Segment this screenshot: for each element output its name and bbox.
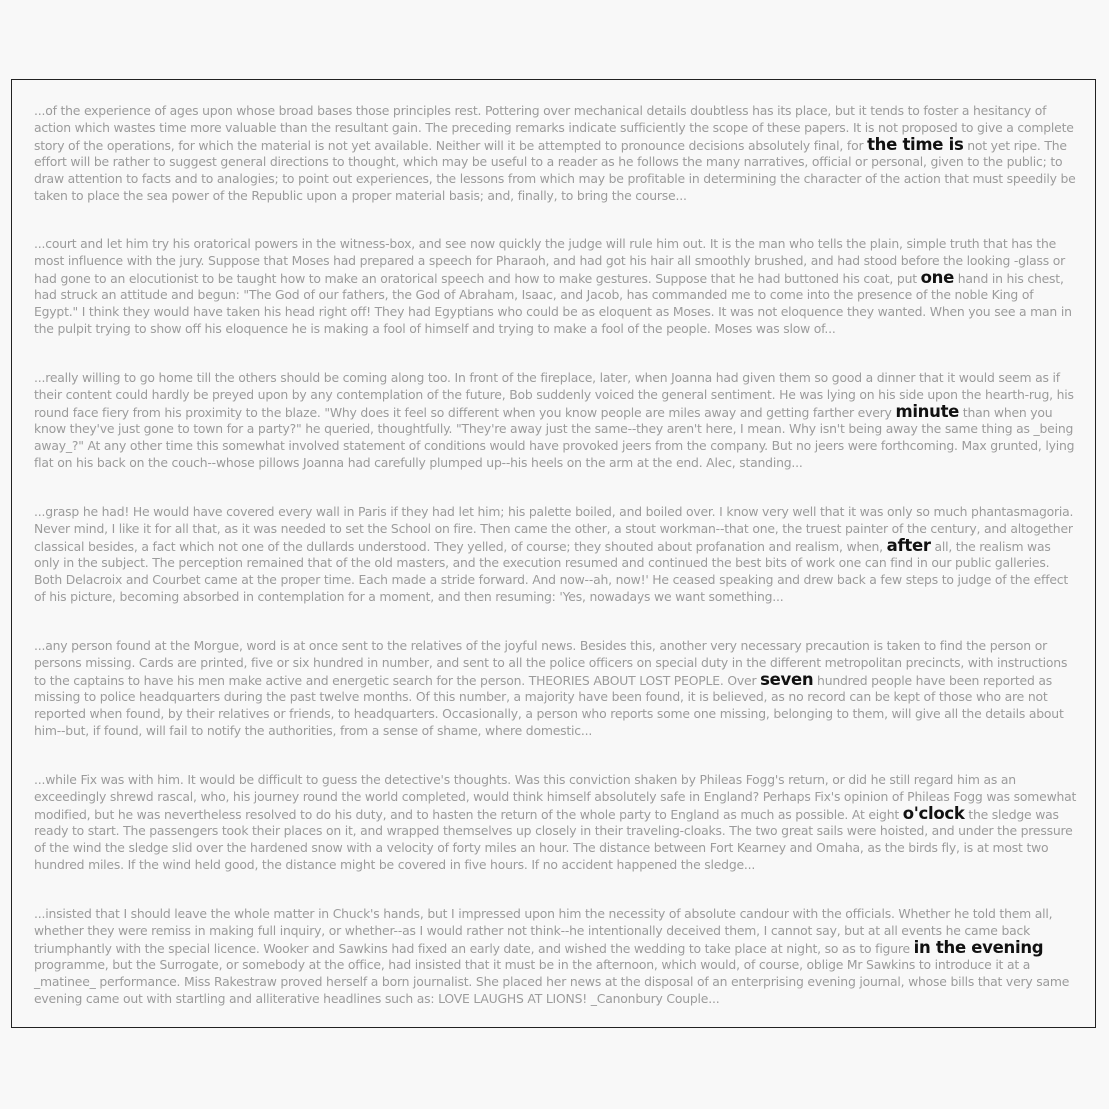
passage-text-after: all, the realism was only in the subject. The perception remained that of the old masters, and the execution resumed and continued the best bits of work one can find in our public galleries. Both Delacroix and Courbet came at the proper time. Each made a stride forward. And now--ah, now!' He ceased speaking and drew back a few steps to judge of the effect of his picture, becoming absorbed in contemplation for a moment, and then resuming: 'Yes, nowadays we want something... bbox=[34, 538, 1069, 604]
passage-text-after: programme, but the Surrogate, or somebody at the office, had insisted that it must be in the afternoon, which would, of course, oblige Mr Sawkins to introduce it at a _matinee_ performance. Miss Rakestraw proved herself a born journalist. She placed her news at the disposal of an enterprising evening journal, whose bills that very same evening came out with startling and alliterative headlines such as: LOVE LAUGHS AT LIONS! _Canonbury Couple... bbox=[34, 957, 1070, 1006]
passage-text-after: not yet ripe. The effort will be rather to suggest general directions to thought, which may be useful to a reader as he follows the many narratives, official or personal, given to the public; to draw attention to facts and to analogies; to point out experiences, the lessons from which may be profitable in determining the character of the action that must speedily be taken to place the sea power of the Republic upon a proper material basis; and, finally, to bring the course... bbox=[34, 137, 1076, 203]
passage-text-before: ...insisted that I should leave the whole matter in Chuck's hands, but I impressed upon him the necessity of absolute candour with the officials. Whether he told them all, whether they were remiss in making full inquiry, or whether--as I would rather not think--he intentionally deceived them, I cannot say, but at all events he came back triumphantly with the special licence. Wooker and Sawkins had fixed an early date, and wished the wedding to take place at night, so as to figure bbox=[34, 906, 1053, 956]
highlighted-keyword: one bbox=[920, 267, 954, 287]
passage-text-after: hundred people have been reported as missing to police headquarters during the past twelve months. Of this number, a majority have been found, it is believed, as no record can be kept of those who are not reported when found, by their relatives or friends, to headquarters. Occasionally, a person who reports some one missing, belonging to them, will give all the details about him--but, if found, will fail to notify the authorities, from a sense of shame, where domestic... bbox=[34, 672, 1064, 738]
passage-6 bbox=[34, 772, 1078, 874]
passage-text-after: hand in his chest, had struck an attitude and begun: "The God of our fathers, the God of Abraham, Isaac, and Jacob, has commanded me to come into the presence of the noble King of Egypt." I think they would have taken his head right off! They had Egyptians who could be as eloquent as Moses. It was not eloquence they wanted. When you see a man in the pulpit trying to show off his eloquence he is making a fool of himself and trying to make a fool of the people. Moses was slow of... bbox=[34, 270, 1072, 336]
passage-5 bbox=[34, 638, 1078, 740]
passage-text-before: ...really willing to go home till the others should be coming along too. In front of the fireplace, later, when Joanna had given them so good a dinner that it would seem as if their content could hardly be preyed upon by any contemplation of the future, Bob suddenly voiced the general sentiment. He was lying on his side upon the hearth-rug, his round face fiery from his proximity to the blaze. "Why does it feel so different when you know people are miles away and getting farther every bbox=[34, 370, 1074, 420]
highlighted-keyword: after bbox=[886, 535, 931, 555]
highlighted-keyword: in the evening bbox=[913, 937, 1044, 957]
highlighted-keyword: seven bbox=[760, 669, 814, 689]
highlighted-keyword: o'clock bbox=[902, 803, 965, 823]
passage-text-before: ...court and let him try his oratorical powers in the witness-box, and see now quickly the judge will rule him out. It is the man who tells the plain, simple truth that has the most influence with the jury. Suppose that Moses had prepared a speech for Pharaoh, and had got his hair all smoothly brushed, and had stood before the looking -glass or had gone to an elocutionist to be taught how to make an oratorical speech and how to make gestures. Suppose that he had buttoned his coat, put bbox=[34, 236, 1066, 286]
text-frame bbox=[11, 79, 1096, 1028]
passage-text-before: ...of the experience of ages upon whose broad bases those principles rest. Pottering over mechanical details doubtless has its place, but it tends to foster a hesitancy of action which wastes time more valuable than the resultant gain. The preceding remarks indicate sufficiently the scope of these papers. It is not proposed to give a complete story of the operations, for which the material is not yet available. Neither will it be attempted to pronounce decisions absolutely final, for bbox=[34, 103, 1074, 153]
passage-3 bbox=[34, 370, 1078, 472]
passage-text-after: than when you know they've just gone to town for a party?" he queried, thoughtfully. "They're away just the same--they aren't here, I mean. Why isn't being away the same thing as _being away_?" At any other time this somewhat involved statement of conditions would have provoked jeers from the company. But no jeers were forthcoming. Max grunted, lying flat on his back on the couch--whose pillows Joanna had carefully plumped up--his heels on the arm at the end. Alec, standing... bbox=[34, 404, 1075, 470]
passage-7 bbox=[34, 906, 1078, 1008]
passage-2 bbox=[34, 236, 1078, 338]
passage-text-before: ...grasp he had! He would have covered every wall in Paris if they had let him; his palette boiled, and boiled over. I know very well that it was only so much phantasmagoria. Never mind, I like it for all that, as it was needed to set the School on fire. Then came the other, a stout workman--that one, the truest painter of the century, and altogether classical besides, a fact which not one of the dullards understood. They yelled, of course; they shouted about profanation and realism, when, bbox=[34, 504, 1074, 554]
passage-4 bbox=[34, 504, 1078, 606]
passage-text-before: ...while Fix was with him. It would be difficult to guess the detective's thoughts. Was this conviction shaken by Phileas Fogg's return, or did he still regard him as an exceedingly shrewd rascal, who, his journey round the world completed, would think himself absolutely safe in England? Perhaps Fix's opinion of Phileas Fogg was somewhat modified, but he was nevertheless resolved to do his duty, and to hasten the return of the whole party to England as much as possible. At eight bbox=[34, 772, 1077, 822]
passage-text-before: ...any person found at the Morgue, word is at once sent to the relatives of the joyful news. Besides this, another very necessary precaution is taken to find the person or persons missing. Cards are printed, five or six hundred in number, and sent to all the police officers on special duty in the different metropolitan precincts, with instructions to the captains to have his men make active and energetic search for the person. THEORIES ABOUT LOST PEOPLE. Over bbox=[34, 638, 1068, 688]
highlighted-keyword: the time is bbox=[867, 134, 964, 154]
passage-1 bbox=[34, 103, 1078, 205]
passage-text-after: the sledge was ready to start. The passengers took their places on it, and wrapped themselves up closely in their traveling-cloaks. The two great sails were hoisted, and under the pressure of the wind the sledge slid over the hardened snow with a velocity of forty miles an hour. The distance between Fort Kearney and Omaha, as the birds fly, is at most two hundred miles. If the wind held good, the distance might be covered in five hours. If no accident happened the sledge... bbox=[34, 806, 1073, 872]
highlighted-keyword: minute bbox=[895, 401, 960, 421]
